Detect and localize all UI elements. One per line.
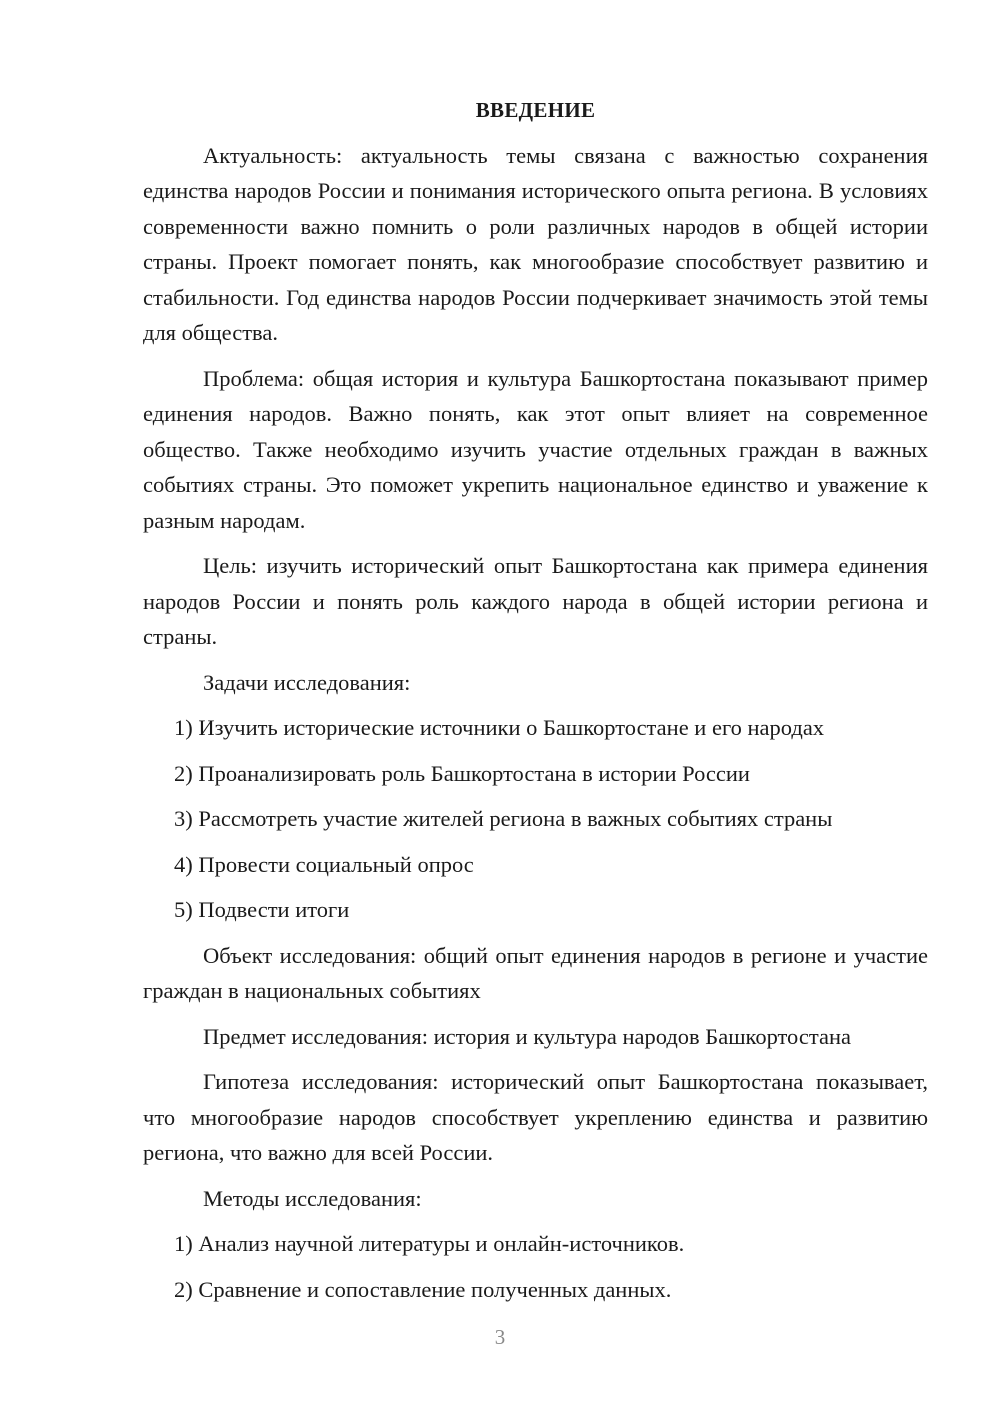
page-number: 3 [494, 1325, 506, 1349]
task-item-5: 5) Подвести итоги [174, 897, 350, 922]
task-item-4: 4) Провести социальный опрос [174, 851, 474, 877]
problem-paragraph: Проблема: общая история и культура Башкортостана показывают пример единения народов. Важно понять, как этот опыт влияет на современное общество. Также необходимо изучить участие отдельных граждан в важных событиях страны. Это поможет укрепить национальное единство и уважение к разным народам. [143, 365, 928, 533]
task-item-3: 3) Рассмотреть участие жителей региона в важных событиях страны [174, 806, 833, 831]
subject-paragraph: Предмет исследования: история и культура народов Башкортостана [203, 1023, 851, 1049]
relevance-paragraph: Актуальность: актуальность темы связана с важностью сохранения единства народов России и понимания исторического опыта региона. В условиях современности важно помнить о роли различных народов в общей истории страны. Проект помогает понять, как многообразие способствует развитию и стабильности. Год единства народов России подчеркивает значимость этой темы для общества. [143, 142, 928, 345]
hypothesis-paragraph: Гипотеза исследования: исторический опыт Башкортостана показывает, что многообразие народов способствует укреплению единства и развитию региона, что важно для всей России. [143, 1069, 928, 1165]
method-item-1: 1) Анализ научной литературы и онлайн-источников. [174, 1231, 685, 1256]
methods-heading: Методы исследования: [203, 1185, 422, 1211]
task-item-2: 2) Проанализировать роль Башкортостана в истории России [174, 760, 750, 786]
object-paragraph: Объект исследования: общий опыт единения народов в регионе и участие граждан в национальных событиях [143, 942, 928, 1003]
task-item-1: 1) Изучить исторические источники о Башкортостане и его народах [174, 715, 825, 740]
page-content [143, 93, 928, 1317]
method-item-2: 2) Сравнение и сопоставление полученных данных. [174, 1276, 672, 1302]
goal-paragraph: Цель: изучить исторический опыт Башкортостана как примера единения народов России и понять роль каждого народа в общей истории региона и страны. [143, 553, 928, 649]
section-title: ВВЕДЕНИЕ [475, 98, 596, 122]
tasks-heading: Задачи исследования: [203, 669, 411, 695]
